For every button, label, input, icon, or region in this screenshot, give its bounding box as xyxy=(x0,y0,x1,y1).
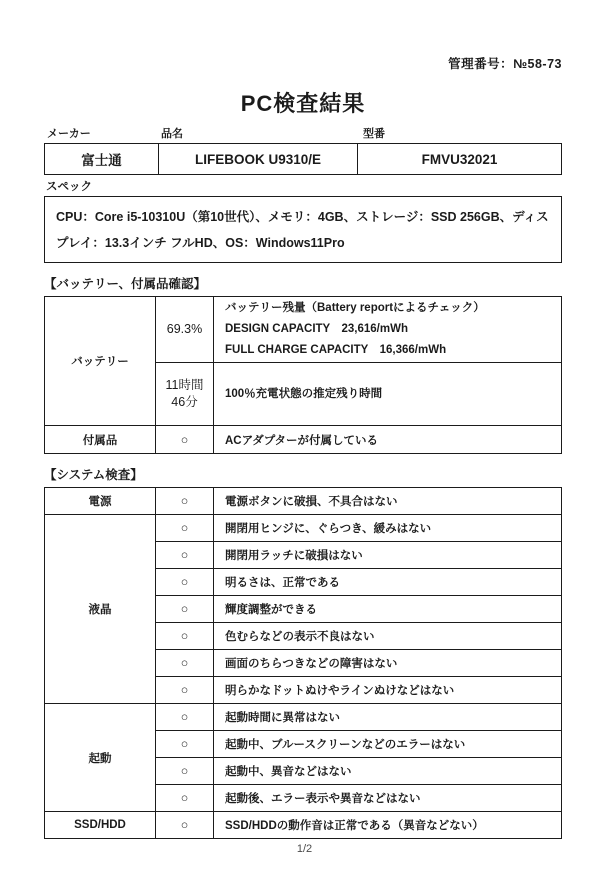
spec-text: CPU：Core i5-10310U（第10世代）、メモリ：4GB、ストレージ：SSD 256GB、ディスプレイ：13.3インチ フルHD、OS：Windows11Pro xyxy=(56,210,549,250)
product-name-value: LIFEBOOK U9310/E xyxy=(159,144,358,175)
check-circle: ○ xyxy=(156,812,214,839)
check-item-text: 明るさは、正常である xyxy=(214,569,562,596)
check-item-text: 起動中、ブルースクリーンなどのエラーはない xyxy=(214,731,562,758)
model-label: 型番 xyxy=(363,128,385,140)
check-item-text: 起動時間に異常はない xyxy=(214,704,562,731)
check-item-text: 画面のちらつきなどの障害はない xyxy=(214,650,562,677)
table-row xyxy=(45,297,562,363)
accessory-desc: ACアダプターが付属している xyxy=(214,426,562,454)
battery-report-cell xyxy=(214,297,562,363)
battery-time-cell xyxy=(156,363,214,426)
check-item-text: 明らかなドットぬけやラインぬけなどはない xyxy=(214,677,562,704)
check-item-text: SSD/HDDの動作音は正常である（異音などない） xyxy=(214,812,562,839)
check-item-text: 開閉用ラッチに破損はない xyxy=(214,542,562,569)
table-row xyxy=(45,144,562,175)
page-title: PC検査結果 xyxy=(240,91,366,116)
check-circle: ○ xyxy=(156,704,214,731)
system-section-heading: 【システム検査】 xyxy=(44,468,143,482)
table-row xyxy=(45,488,562,515)
report-content xyxy=(44,0,562,839)
full-charge-capacity-line: FULL CHARGE CAPACITY 16,366/mWh xyxy=(225,344,447,356)
spec-box xyxy=(44,196,562,263)
check-circle: ○ xyxy=(156,596,214,623)
check-circle: ○ xyxy=(156,542,214,569)
check-circle: ○ xyxy=(156,515,214,542)
battery-time-desc: 100％充電状態の推定残り時間 xyxy=(225,387,383,400)
product-field-labels xyxy=(44,125,562,141)
category-power: 電源 xyxy=(45,488,156,515)
battery-percent: 69.3% xyxy=(166,322,203,336)
spec-label: スペック xyxy=(46,181,92,193)
product-name-label: 品名 xyxy=(161,128,183,140)
battery-category-cell: バッテリー xyxy=(45,297,156,426)
management-number: 管理番号：№58-73 xyxy=(448,57,562,71)
accessory-category-cell: 付属品 xyxy=(45,426,156,454)
table-row xyxy=(45,704,562,731)
check-circle: ○ xyxy=(156,758,214,785)
check-circle: ○ xyxy=(156,488,214,515)
check-circle: ○ xyxy=(156,569,214,596)
accessory-check-circle: ○ xyxy=(156,426,214,454)
maker-value: 富士通 xyxy=(45,144,159,175)
model-value: FMVU32021 xyxy=(358,144,562,175)
maker-label: メーカー xyxy=(47,128,91,140)
check-circle: ○ xyxy=(156,731,214,758)
check-item-text: 起動中、異音などはない xyxy=(214,758,562,785)
table-row xyxy=(45,812,562,839)
battery-section-heading: 【バッテリー、付属品確認】 xyxy=(44,277,207,291)
table-row xyxy=(45,515,562,542)
check-item-text: 輝度調整ができる xyxy=(214,596,562,623)
check-item-text: 色むらなどの表示不良はない xyxy=(214,623,562,650)
design-capacity-line: DESIGN CAPACITY 23,616/mWh xyxy=(225,323,408,335)
battery-percent-cell xyxy=(156,297,214,363)
check-circle: ○ xyxy=(156,785,214,812)
table-row xyxy=(45,426,562,454)
battery-time-hours: 11時間 xyxy=(165,378,204,392)
battery-time-minutes: 46分 xyxy=(171,395,198,409)
system-inspection-table xyxy=(44,487,562,839)
page-number: 1/2 xyxy=(296,843,313,855)
category-boot: 起動 xyxy=(45,704,156,812)
battery-table xyxy=(44,296,562,454)
battery-time-desc-cell xyxy=(214,363,562,426)
category-ssd-hdd: SSD/HDD xyxy=(45,812,156,839)
check-circle: ○ xyxy=(156,623,214,650)
check-circle: ○ xyxy=(156,677,214,704)
category-lcd: 液晶 xyxy=(45,515,156,704)
check-item-text: 電源ボタンに破損、不具合はない xyxy=(214,488,562,515)
battery-report-line: バッテリー残量（Battery reportによるチェック） xyxy=(225,302,485,314)
product-table xyxy=(44,143,562,175)
check-item-text: 起動後、エラー表示や異音などはない xyxy=(214,785,562,812)
check-item-text: 開閉用ヒンジに、ぐらつき、緩みはない xyxy=(214,515,562,542)
check-circle: ○ xyxy=(156,650,214,677)
